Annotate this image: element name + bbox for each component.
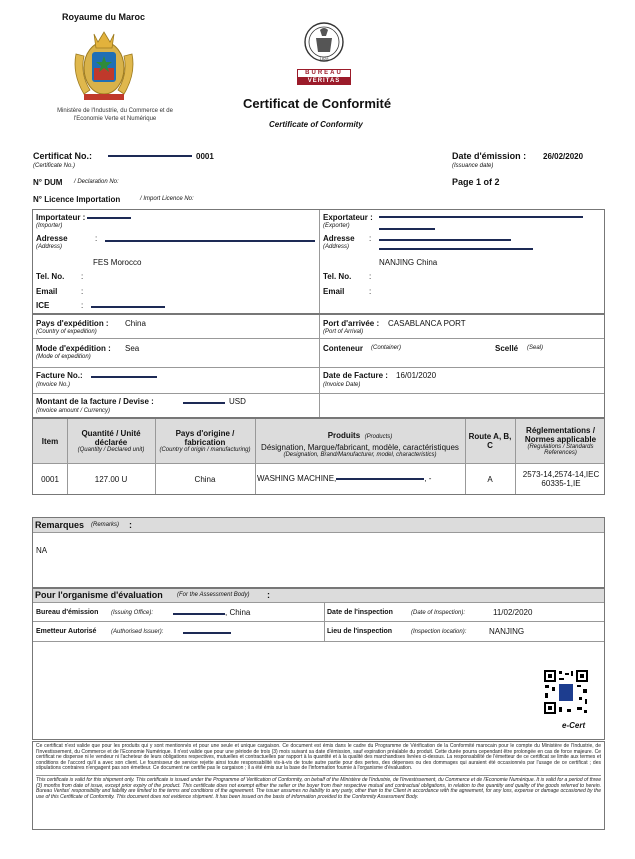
exporter-address-en: (Address) [323,244,350,250]
cert-no-value: 0001 [196,152,214,161]
page-number: Page 1 of 2 [452,177,500,187]
bureau-en: (Issuing Office): [111,610,154,616]
table-row-quantity: 127.00 U [94,474,128,484]
emetteur-label: Emetteur Autorisé [36,628,97,635]
redacted-importer-address [105,240,315,242]
remarks-header: Remarques (Remarks) : [33,518,604,533]
col-origin: Pays d'origine / fabrication (Country of origin / manufacturing) [159,429,251,453]
cert-no-en: (Certificate No.) [33,163,76,169]
table-row-route: A [487,474,493,484]
col-item: Item [41,436,59,446]
mode-label: Mode d'expédition : [36,344,111,353]
bv-year: 1828 [319,56,329,61]
col-regulations: Réglementations / Normes applicable (Regulations / Standards References) [524,426,597,456]
date-inspection-en: (Date of Inspection): [411,610,466,616]
lieu-value: NANJING [489,627,525,636]
exporter-tel-colon: : [369,272,372,281]
redacted-importer [87,217,131,219]
pays-label: Pays d'expédition : [36,319,109,328]
certificate-subtitle: Certificate of Conformity [269,120,363,129]
importer-label: Importateur : [36,213,86,222]
exporter-email-label: Email [323,287,345,296]
importer-en: (Importer) [36,223,63,229]
emetteur-en: (Authorised Issuer): [111,629,164,635]
kingdom-name: Royaume du Maroc [62,12,146,22]
conteneur-en: (Container) [371,345,402,351]
montant-en: (Invoice amount / Currency) [36,408,111,414]
scelle-label: Scellé [495,344,519,353]
exporter-tel-label: Tel. No. [323,272,352,281]
licence-label: N° Licence Importation [33,195,121,204]
date-inspection-label: Date de l'inspection [327,609,393,616]
redacted-cert-no [108,155,192,157]
importer-address-en: (Address) [36,244,63,250]
remarks-value: NA [36,546,48,555]
currency-value: USD [229,397,246,406]
port-value: CASABLANCA PORT [388,319,466,328]
importer-ice-colon: : [81,301,84,310]
bv-veritas-text: VERITAS [297,77,351,85]
scelle-en: (Seal) [527,345,544,351]
footer-disclaimer [32,741,605,830]
shipping-section [32,314,605,418]
bureau-value: , China [225,608,251,617]
table-row-product: WASHING MACHINE, , - [257,474,432,483]
pays-value: China [125,319,146,328]
mode-en: (Mode of expedition) [36,354,91,360]
footer-fr: Ce certificat n'est valide que pour les produits qui y sont mentionnés et pour une seule et unique cargaison. Ce document est émis dans le cadre du Programme de Vérification de la Conformité marocain pour le compte du Ministère de l'Industrie, de l'Investissement, du Commerce et de l'Economie Numérique. Il n'est valide que pour une période de trois (3) mois suivant sa date d'émission, sauf expiration préalable du produit. Cette durée pourra cependant être prolongée en cas de force majeure. Ce certificat ne dispense ni le vendeur ni l'acheteur de leurs obligations respectives, mutuelles et contractuelles par rapport à la quantité et à la qualité des marchandises livrées ci-dessus. La responsabilité de l'émetteur de ce certificat se limite aux termes et conditions de l'accord qu'il a avec son client. Le fournisseur de service rejette ainsi toute responsabilité vis-à-vis de toute autre partie pour des pertes, des dépenses ou des dommages qui auraient été occasionnés par l'usage de ce certificat ; des stipulations contraires n'engagent pas son émetteur. Ce document ne certifie pas le cargaison ; il a été émis sur la base de l'information fournie à l'organisme d'évaluation. [36,743,601,772]
importer-email-label: Email [36,287,58,296]
exporter-label: Exportateur : [323,213,373,222]
date-inspection-value: 11/02/2020 [493,608,533,617]
date-facture-en: (Invoice Date) [323,382,361,388]
facture-label: Facture No.: [36,371,83,380]
redacted-exporter-address [379,239,511,241]
ministry-line-2: l'Economie Verte et Numérique [73,116,157,122]
lieu-en: (Inspection location): [411,629,467,635]
table-row-origin: China [194,474,216,484]
redacted-invoice-no [91,376,157,378]
importer-ice-label: ICE [36,301,50,310]
redacted-amount [183,402,225,404]
table-row-regulations: 2573-14,2574-14,IEC 60335-1,IE [522,470,600,488]
importer-address-colon: : [95,234,98,243]
importer-tel-label: Tel. No. [36,272,65,281]
date-facture-label: Date de Facture : [323,371,388,380]
col-products: Produits (Products) Désignation, Marque/fabricant, modèle, caractéristiques (Designation, Brand/Manufacturer, model, characteristics) [261,430,459,458]
assessment-section [32,588,605,740]
licence-en: / Import Licence No: [140,196,194,202]
importer-email-colon: : [81,287,84,296]
dum-en: / Declaration No: [74,179,119,185]
redacted-exporter [379,216,583,218]
col-route: Route A, B, C [468,432,512,450]
bureau-veritas-logo [296,16,352,88]
bureau-label: Bureau d'émission [36,609,99,616]
col-quantity: Quantité / Unité déclarée (Quantity / Declared unit) [77,429,145,453]
redacted-office [173,613,225,615]
redacted-exporter-address-2 [379,248,533,250]
redacted-issuer [183,632,231,634]
certificate-title: Certificat de Conformité [243,96,392,111]
exporter-city: NANJING China [379,258,438,267]
bv-bureau-text: BUREAU [297,69,351,78]
lieu-label: Lieu de l'inspection [327,628,393,635]
port-label: Port d'arrivée : [323,319,380,328]
issue-date-value: 26/02/2020 [543,152,584,161]
date-facture-value: 16/01/2020 [396,371,437,380]
montant-label: Montant de la facture / Devise : [36,397,154,406]
exporter-address-label: Adresse [323,234,355,243]
products-table [32,418,605,495]
issue-date-label: Date d'émission : [452,151,527,161]
dum-label: N° DUM [33,178,63,187]
cert-no-label: Certificat No.: [33,151,93,161]
assessment-header: Pour l'organisme d'évaluation (For the Assessment Body) : [33,589,604,603]
parties-section [32,209,605,314]
exporter-en: (Exporter) [323,223,350,229]
remarks-section [32,517,605,588]
redacted-exporter-2 [379,228,435,230]
exporter-address-colon: : [369,234,372,243]
ministry-line-1: Ministère de l'Industrie, du Commerce et de [57,108,173,114]
table-row-item: 0001 [41,474,59,484]
port-en: (Port of Arrival) [323,329,364,335]
facture-en: (Invoice No.) [36,382,71,388]
conteneur-label: Conteneur [323,344,363,353]
qr-code-icon [543,669,589,715]
exporter-email-colon: : [369,287,372,296]
importer-city: FES Morocco [93,258,142,267]
ecert-label: e-Cert [562,721,586,730]
redacted-ice [91,306,165,308]
pays-en: (Country of expedition) [36,329,97,335]
footer-en: This certificate is valid for this shipment only. This certificate is issued under the Programme of Verification of Conformity, on behalf of the Ministère de l'Industrie, de l'Investissement, du Commerce et de l'Economie Numérique. It is valid for a period of three (3) months from date of issue, except prior expiry of the product. This certificate does not exempt either the seller or the buyer from their respective mutual and contractual obligations, in relation to the quantity and quality of the goods referred to herein. Bureau Veritas' responsibility and liability are limited to the terms and conditions of the agreement. The issuer assumes no liability to any party, other than to the Client in accordance with the agreement, for any loss, expense or damage occasioned by the use of this Certificate of Conformity. This document does not evidence shipment. It has been issued on the basis of information provided to the Conformity Assessment Body. [36,776,601,800]
moroccan-coat-of-arms-emblem [66,24,142,102]
mode-value: Sea [125,344,140,353]
importer-tel-colon: : [81,272,84,281]
importer-address-label: Adresse [36,234,68,243]
issue-date-en: (Issuance date) [452,163,494,169]
